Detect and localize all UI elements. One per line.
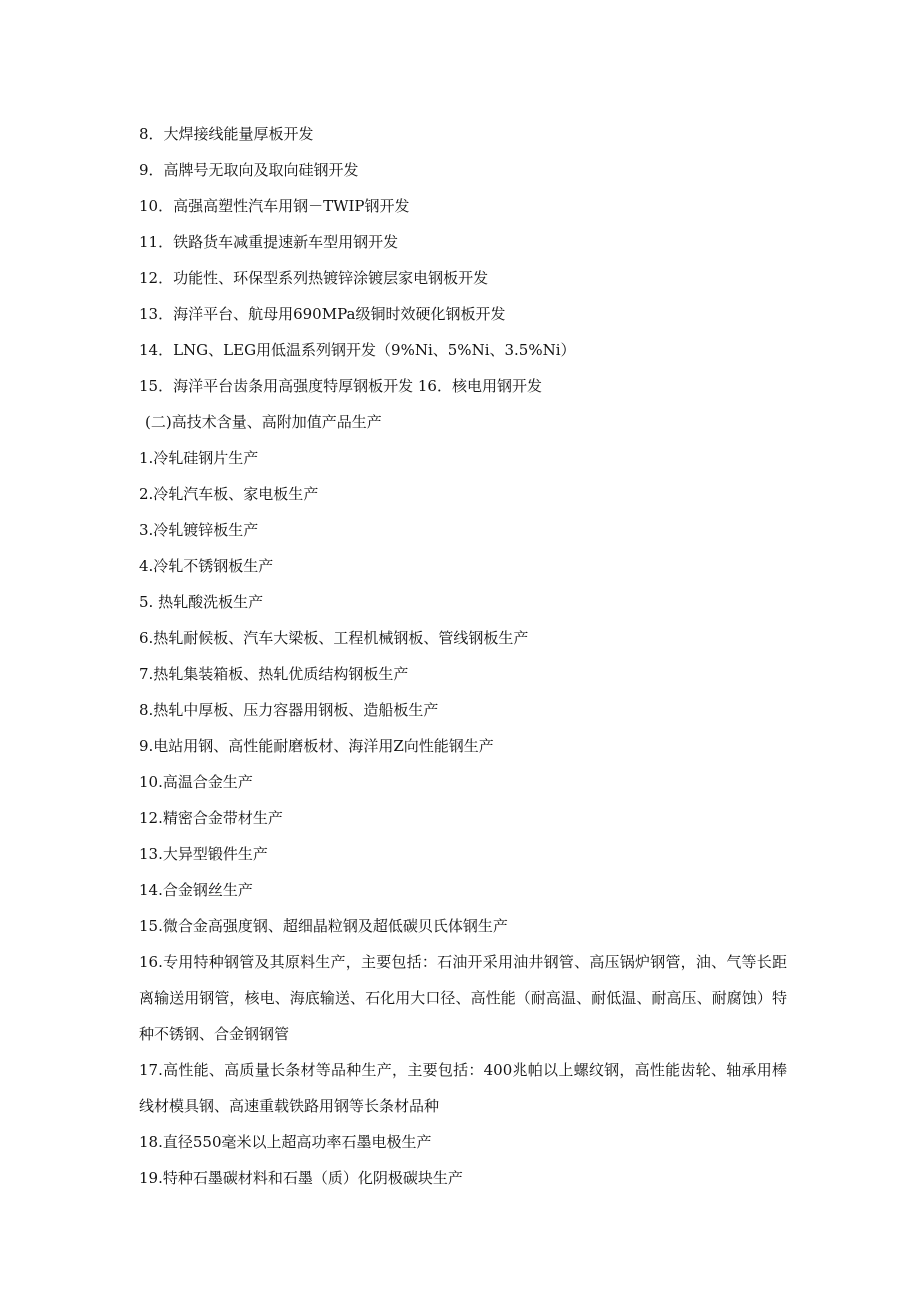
list-item: 13．海洋平台、航母用690MPa级铜时效硬化钢板开发 bbox=[139, 305, 506, 323]
list-item: 9.电站用钢、高性能耐磨板材、海洋用Z向性能钢生产 bbox=[139, 737, 494, 755]
list-item: 11．铁路货车减重提速新车型用钢开发 bbox=[139, 233, 399, 251]
list-item: 3.冷轧镀锌板生产 bbox=[139, 521, 259, 539]
list-item: 15．海洋平台齿条用高强度特厚钢板开发 16．核电用钢开发 bbox=[139, 377, 542, 395]
list-item: 6.热轧耐候板、汽车大梁板、工程机械钢板、管线钢板生产 bbox=[139, 629, 529, 647]
list-item: 14．LNG、LEG用低温系列钢开发（9%Ni、5%Ni、3.5%Ni） bbox=[139, 341, 576, 359]
list-item: 18.直径550毫米以上超高功率石墨电极生产 bbox=[139, 1133, 432, 1151]
list-item: 1.冷轧硅钢片生产 bbox=[139, 449, 259, 467]
list-item: 12.精密合金带材生产 bbox=[139, 809, 283, 827]
list-item: 12．功能性、环保型系列热镀锌涂镀层家电钢板开发 bbox=[139, 269, 489, 287]
list-item: 10.高温合金生产 bbox=[139, 773, 253, 791]
list-item: 19.特种石墨碳材料和石墨（质）化阴极碳块生产 bbox=[139, 1169, 463, 1187]
list-paragraph: 16.专用特种钢管及其原料生产，主要包括：石油开采用油井钢管、高压锅炉钢管，油、气等长距离输送用钢管，核电、海底输送、石化用大口径、高性能（耐高温、耐低温、耐高压、耐腐蚀）特种不锈钢、合金钢钢管 bbox=[139, 953, 787, 1043]
list-item: 14.合金钢丝生产 bbox=[139, 881, 253, 899]
list-item: 8．大焊接线能量厚板开发 bbox=[139, 125, 314, 143]
list-paragraph: 17.高性能、高质量长条材等品种生产，主要包括：400兆帕以上螺纹钢，高性能齿轮、轴承用棒线材模具钢、高速重载铁路用钢等长条材品种 bbox=[139, 1061, 787, 1115]
list-item: 10．高强高塑性汽车用钢－TWIP钢开发 bbox=[139, 197, 410, 215]
list-item: 15.微合金高强度钢、超细晶粒钢及超低碳贝氏体钢生产 bbox=[139, 917, 508, 935]
list-item: 5. 热轧酸洗板生产 bbox=[139, 593, 264, 611]
list-item: 9．高牌号无取向及取向硅钢开发 bbox=[139, 161, 359, 179]
list-item: 7.热轧集装箱板、热轧优质结构钢板生产 bbox=[139, 665, 409, 683]
list-item: 13.大异型锻件生产 bbox=[139, 845, 268, 863]
list-item: 8.热轧中厚板、压力容器用钢板、造船板生产 bbox=[139, 701, 439, 719]
document-body bbox=[139, 116, 787, 1196]
section-heading: (二)高技术含量、高附加值产品生产 bbox=[145, 413, 382, 431]
list-item: 2.冷轧汽车板、家电板生产 bbox=[139, 485, 319, 503]
list-item: 4.冷轧不锈钢板生产 bbox=[139, 557, 274, 575]
